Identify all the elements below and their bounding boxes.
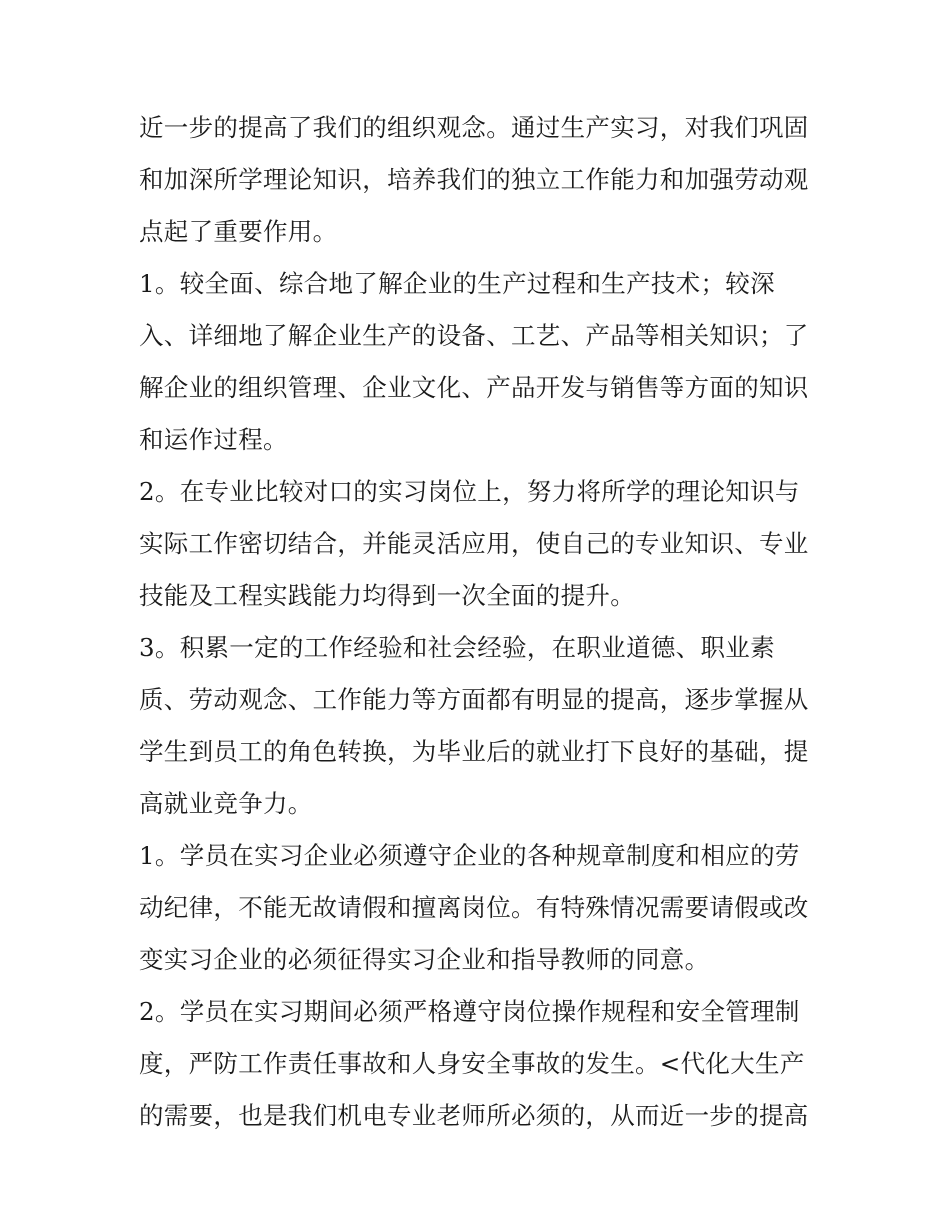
text-line: 变实习企业的必须征得实习企业和指导教师的同意。 [139, 945, 710, 974]
text-line: 和运作过程。 [139, 425, 288, 454]
text-line: 度，严防工作责任事故和人身安全事故的发生。<代化大生产 [139, 1049, 805, 1078]
text-line: 和加深所学理论知识，培养我们的独立工作能力和加强劳动观 [139, 165, 809, 194]
text-line: 3。积累一定的工作经验和社会经验，在职业道德、职业素 [139, 633, 775, 662]
text-line: 质、劳动观念、工作能力等方面都有明显的提高，逐步掌握从 [139, 685, 809, 714]
text-line: 近一步的提高了我们的组织观念。通过生产实习，对我们巩固 [139, 113, 809, 142]
text-line: 动纪律，不能无故请假和擅离岗位。有特殊情况需要请假或改 [139, 893, 809, 922]
text-line: 1。较全面、综合地了解企业的生产过程和生产技术；较深 [139, 269, 775, 298]
text-line: 点起了重要作用。 [139, 217, 338, 246]
text-line: 入、详细地了解企业生产的设备、工艺、产品等相关知识；了 [139, 321, 809, 350]
text-line: 1。学员在实习企业必须遵守企业的各种规章制度和相应的劳 [139, 841, 800, 870]
text-line: 学生到员工的角色转换，为毕业后的就业打下良好的基础，提 [139, 737, 809, 766]
text-line: 高就业竞争力。 [139, 789, 313, 818]
text-line: 的需要，也是我们机电专业老师所必须的，从而近一步的提高 [139, 1101, 809, 1130]
text-line: 2。学员在实习期间必须严格遵守岗位操作规程和安全管理制 [139, 997, 800, 1026]
text-line: 实际工作密切结合，并能灵活应用，使自己的专业知识、专业 [139, 529, 809, 558]
text-line: 技能及工程实践能力均得到一次全面的提升。 [139, 581, 635, 610]
text-line: 2。在专业比较对口的实习岗位上，努力将所学的理论知识与 [139, 477, 800, 506]
text-line: 解企业的组织管理、企业文化、产品开发与销售等方面的知识 [139, 373, 809, 402]
body-text [139, 108, 819, 1148]
